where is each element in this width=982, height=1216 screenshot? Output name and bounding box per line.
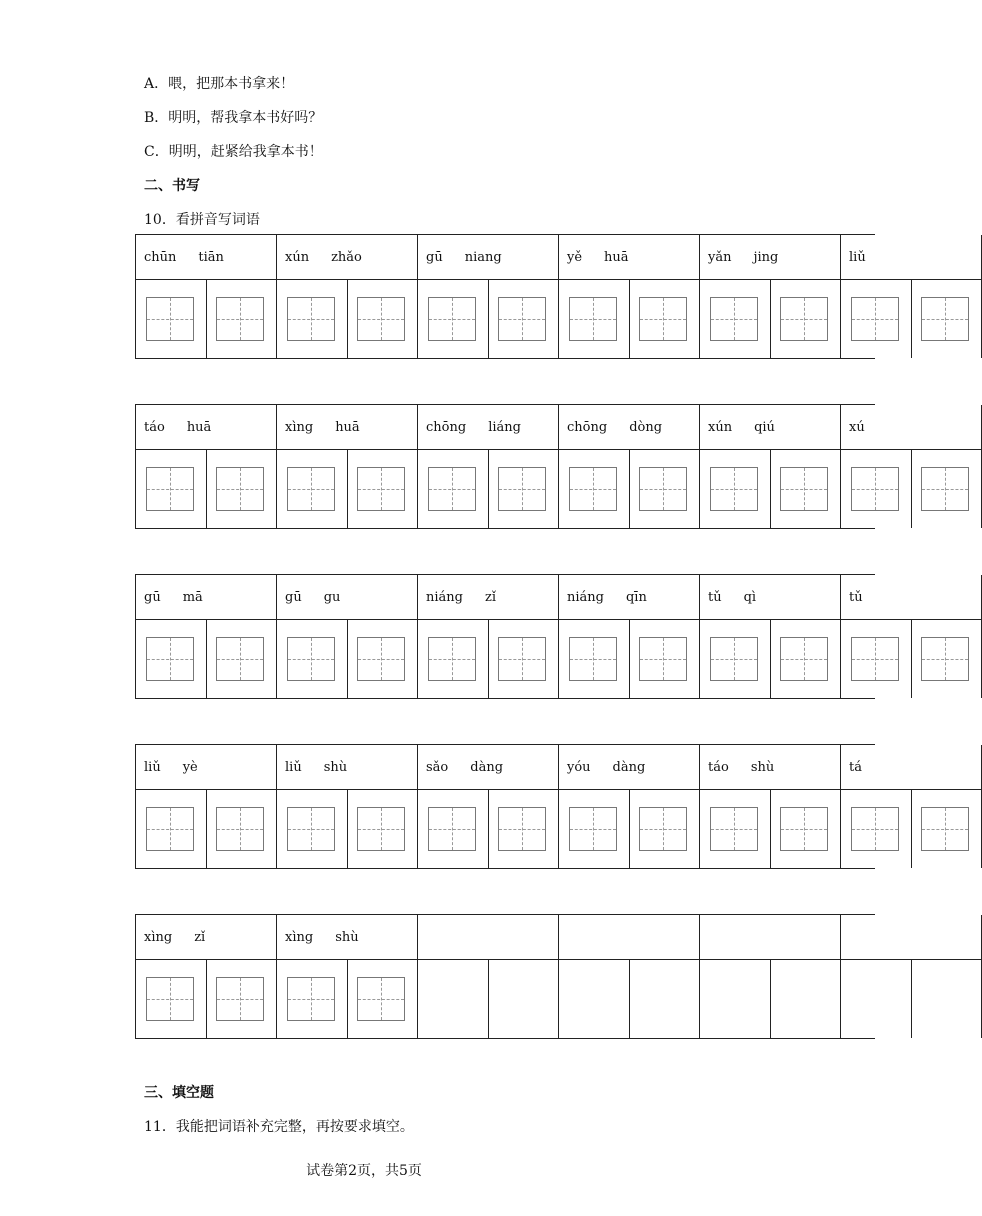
character-writing-box[interactable] <box>216 977 264 1021</box>
pinyin-syllable: chūn <box>144 250 177 265</box>
pinyin-label <box>136 915 276 960</box>
pinyin-syllable: qiú <box>754 420 775 435</box>
character-writing-box[interactable] <box>921 637 969 681</box>
pinyin-syllable: zǐ <box>484 590 496 605</box>
word-cell <box>277 405 418 528</box>
pinyin-syllable: dòng <box>629 420 663 435</box>
pinyin-syllable: xún <box>708 420 733 435</box>
character-writing-box[interactable] <box>710 467 758 511</box>
character-writing-box[interactable] <box>780 807 828 851</box>
pinyin-label <box>700 575 840 620</box>
character-writing-box[interactable] <box>146 297 194 341</box>
word-cell <box>559 575 700 698</box>
cell-divider <box>206 450 207 528</box>
pinyin-syllable: yè <box>182 760 198 775</box>
pinyin-syllable: yóu <box>567 760 591 775</box>
pinyin-syllable: niang <box>464 250 502 265</box>
pinyin-syllable: shù <box>750 760 775 775</box>
word-cell <box>418 915 559 1038</box>
pinyin-label <box>700 405 840 450</box>
cell-divider <box>488 620 489 698</box>
pinyin-label <box>841 235 981 280</box>
pinyin-syllable: yě <box>567 250 583 265</box>
pinyin-syllable: yǎn <box>708 250 732 265</box>
character-writing-box[interactable] <box>216 637 264 681</box>
character-writing-box[interactable] <box>710 807 758 851</box>
pinyin-syllable: niáng <box>426 590 463 605</box>
pinyin-label <box>841 405 981 450</box>
pinyin-syllable: gu <box>323 590 341 605</box>
pinyin-label <box>136 235 276 280</box>
pinyin-syllable: liǔ <box>849 250 866 265</box>
pinyin-syllable: xún <box>285 250 310 265</box>
cell-divider <box>347 960 348 1038</box>
character-writing-box[interactable] <box>639 467 687 511</box>
cell-divider <box>629 960 630 1038</box>
word-cell <box>841 745 982 868</box>
word-cell <box>136 235 277 358</box>
word-cell <box>700 575 841 698</box>
character-writing-box[interactable] <box>146 467 194 511</box>
character-writing-box[interactable] <box>498 297 546 341</box>
cell-divider <box>347 450 348 528</box>
character-writing-box[interactable] <box>428 637 476 681</box>
pinyin-syllable: xìng <box>285 420 314 435</box>
character-writing-box[interactable] <box>146 807 194 851</box>
character-writing-box[interactable] <box>287 637 335 681</box>
word-cell <box>841 575 982 698</box>
character-writing-box[interactable] <box>921 807 969 851</box>
character-writing-box[interactable] <box>216 467 264 511</box>
pinyin-label <box>136 575 276 620</box>
character-writing-box[interactable] <box>569 807 617 851</box>
pinyin-syllable: niáng <box>567 590 604 605</box>
pinyin-syllable: xìng <box>285 930 314 945</box>
pinyin-syllable: zhǎo <box>331 250 362 265</box>
pinyin-grid-row <box>135 234 875 359</box>
cell-divider <box>206 620 207 698</box>
word-cell <box>136 915 277 1038</box>
pinyin-label <box>418 915 558 960</box>
character-writing-box[interactable] <box>780 297 828 341</box>
character-writing-box[interactable] <box>710 297 758 341</box>
cell-divider <box>770 620 771 698</box>
cell-divider <box>347 790 348 868</box>
character-writing-box[interactable] <box>428 467 476 511</box>
character-writing-box[interactable] <box>569 637 617 681</box>
pinyin-syllable: gū <box>285 590 302 605</box>
character-writing-box[interactable] <box>428 807 476 851</box>
pinyin-syllable: tǔ <box>849 590 863 605</box>
pinyin-syllable: tiān <box>198 250 224 265</box>
cell-divider <box>911 280 912 358</box>
character-writing-box[interactable] <box>639 297 687 341</box>
pinyin-syllable: shù <box>323 760 348 775</box>
pinyin-syllable: gū <box>426 250 443 265</box>
pinyin-syllable: sǎo <box>426 760 449 775</box>
character-writing-box[interactable] <box>710 637 758 681</box>
pinyin-label <box>841 745 981 790</box>
word-cell <box>277 915 418 1038</box>
character-writing-box[interactable] <box>639 637 687 681</box>
cell-divider <box>629 790 630 868</box>
pinyin-syllable: gū <box>144 590 161 605</box>
pinyin-label <box>277 915 417 960</box>
pinyin-label <box>559 235 699 280</box>
pinyin-label <box>559 745 699 790</box>
character-writing-box[interactable] <box>780 637 828 681</box>
word-cell <box>700 235 841 358</box>
pinyin-syllable: tǔ <box>708 590 722 605</box>
character-writing-box[interactable] <box>357 467 405 511</box>
pinyin-syllable: huā <box>335 420 360 435</box>
word-cell <box>418 575 559 698</box>
pinyin-label <box>559 575 699 620</box>
pinyin-label <box>418 235 558 280</box>
word-cell <box>277 575 418 698</box>
word-cell <box>136 575 277 698</box>
pinyin-grid-row <box>135 914 875 1039</box>
cell-divider <box>629 280 630 358</box>
pinyin-syllable: chōng <box>426 420 467 435</box>
pinyin-label <box>418 575 558 620</box>
character-writing-box[interactable] <box>921 297 969 341</box>
character-writing-box[interactable] <box>569 297 617 341</box>
cell-divider <box>488 790 489 868</box>
pinyin-syllable: qì <box>743 590 757 605</box>
word-cell <box>418 745 559 868</box>
question-11-prompt: 11．我能把词语补充完整，再按要求填空。 <box>144 1119 414 1135</box>
word-cell <box>700 745 841 868</box>
character-writing-box[interactable] <box>287 807 335 851</box>
word-cell <box>418 405 559 528</box>
cell-divider <box>206 960 207 1038</box>
pinyin-syllable: liǔ <box>285 760 302 775</box>
pinyin-label <box>277 745 417 790</box>
character-writing-box[interactable] <box>146 637 194 681</box>
cell-divider <box>911 790 912 868</box>
pinyin-label <box>136 745 276 790</box>
character-writing-box[interactable] <box>287 297 335 341</box>
pinyin-label <box>136 405 276 450</box>
cell-divider <box>770 280 771 358</box>
pinyin-label <box>700 235 840 280</box>
pinyin-label <box>418 745 558 790</box>
character-writing-box[interactable] <box>498 807 546 851</box>
word-cell <box>841 405 982 528</box>
pinyin-syllable: táo <box>708 760 729 775</box>
section-heading-writing: 二、书写 <box>144 178 200 194</box>
pinyin-label <box>277 235 417 280</box>
pinyin-label <box>277 405 417 450</box>
character-writing-box[interactable] <box>357 297 405 341</box>
word-cell <box>559 235 700 358</box>
pinyin-syllable: huā <box>604 250 629 265</box>
cell-divider <box>911 960 912 1038</box>
pinyin-label <box>841 575 981 620</box>
cell-divider <box>347 620 348 698</box>
character-writing-box[interactable] <box>146 977 194 1021</box>
section-heading-fill-blank: 三、填空题 <box>144 1085 214 1101</box>
pinyin-grid-row <box>135 404 875 529</box>
word-cell <box>841 915 982 1038</box>
cell-divider <box>770 450 771 528</box>
character-writing-box[interactable] <box>569 467 617 511</box>
pinyin-label <box>841 915 981 960</box>
pinyin-syllable: xú <box>849 420 865 435</box>
word-cell <box>559 745 700 868</box>
pinyin-syllable: qīn <box>625 590 647 605</box>
word-cell <box>277 745 418 868</box>
character-writing-box[interactable] <box>357 637 405 681</box>
pinyin-syllable: mā <box>182 590 203 605</box>
pinyin-syllable: huā <box>186 420 212 435</box>
cell-divider <box>911 620 912 698</box>
option-c: C．明明，赶紧给我拿本书！ <box>144 144 323 160</box>
word-cell <box>136 745 277 868</box>
pinyin-syllable: táo <box>144 420 165 435</box>
pinyin-grid-row <box>135 574 875 699</box>
character-writing-box[interactable] <box>639 807 687 851</box>
character-writing-box[interactable] <box>357 807 405 851</box>
word-cell <box>700 405 841 528</box>
option-b: B．明明，帮我拿本书好吗？ <box>144 110 323 126</box>
character-writing-box[interactable] <box>851 807 899 851</box>
word-cell <box>418 235 559 358</box>
cell-divider <box>488 960 489 1038</box>
pinyin-syllable: zǐ <box>194 930 206 945</box>
cell-divider <box>347 280 348 358</box>
cell-divider <box>911 450 912 528</box>
cell-divider <box>629 450 630 528</box>
page-number: 试卷第2页，共5页 <box>306 1163 422 1179</box>
pinyin-syllable: liǔ <box>144 760 161 775</box>
character-writing-box[interactable] <box>428 297 476 341</box>
word-cell <box>559 405 700 528</box>
cell-divider <box>206 790 207 868</box>
pinyin-syllable: chōng <box>567 420 608 435</box>
word-cell <box>700 915 841 1038</box>
page-footer <box>0 1160 860 1180</box>
word-cell <box>559 915 700 1038</box>
character-writing-box[interactable] <box>498 637 546 681</box>
character-writing-box[interactable] <box>287 467 335 511</box>
word-cell <box>277 235 418 358</box>
pinyin-syllable: dàng <box>612 760 646 775</box>
pinyin-grid-row <box>135 744 875 869</box>
cell-divider <box>488 450 489 528</box>
character-writing-box[interactable] <box>498 467 546 511</box>
pinyin-syllable: tá <box>849 760 862 775</box>
pinyin-label <box>700 915 840 960</box>
character-writing-box[interactable] <box>216 807 264 851</box>
word-cell <box>136 405 277 528</box>
pinyin-label <box>418 405 558 450</box>
pinyin-label <box>559 915 699 960</box>
pinyin-syllable: liáng <box>488 420 521 435</box>
pinyin-label <box>559 405 699 450</box>
cell-divider <box>488 280 489 358</box>
character-writing-box[interactable] <box>851 467 899 511</box>
character-writing-box[interactable] <box>921 467 969 511</box>
word-cell <box>841 235 982 358</box>
character-writing-box[interactable] <box>216 297 264 341</box>
pinyin-label <box>277 575 417 620</box>
pinyin-syllable: shù <box>335 930 359 945</box>
pinyin-syllable: xìng <box>144 930 173 945</box>
pinyin-syllable: jing <box>753 250 779 265</box>
character-writing-box[interactable] <box>357 977 405 1021</box>
question-10-prompt: 10．看拼音写词语 <box>144 212 260 228</box>
pinyin-label <box>700 745 840 790</box>
character-writing-box[interactable] <box>851 637 899 681</box>
cell-divider <box>629 620 630 698</box>
cell-divider <box>770 790 771 868</box>
option-a: A．喂，把那本书拿来！ <box>144 76 295 92</box>
character-writing-box[interactable] <box>287 977 335 1021</box>
cell-divider <box>206 280 207 358</box>
pinyin-syllable: dàng <box>470 760 504 775</box>
character-writing-box[interactable] <box>780 467 828 511</box>
cell-divider <box>770 960 771 1038</box>
character-writing-box[interactable] <box>851 297 899 341</box>
